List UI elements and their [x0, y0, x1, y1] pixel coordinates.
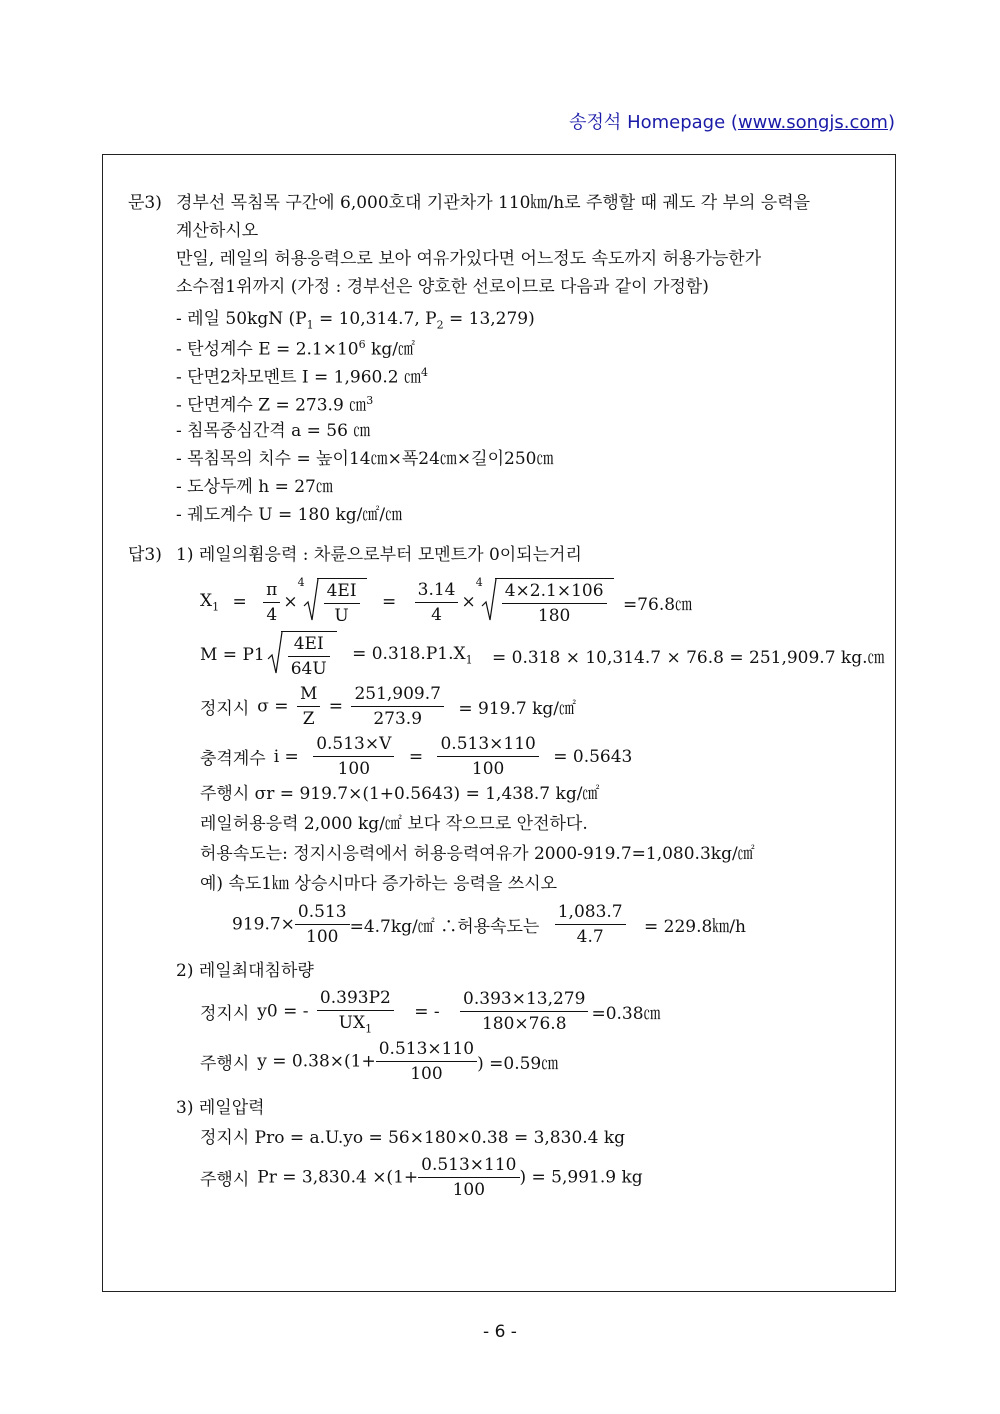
- formula-x1: $X_1$ = $\frac{\pi}{4}$ ×$^4$ $\frac{4EI}{U}$ = $\frac{3.14}{4}$ ×$^4$ $\frac{4\times 2.1\times 106}{180}$ =76.8㎝: [200, 576, 693, 626]
- homepage-link[interactable]: www.songjs.com: [737, 112, 888, 133]
- question-line-4: 소수점1위까지 (가정 : 경부선은 양호한 선로이므로 다음과 같이 가정함): [176, 277, 709, 297]
- section-2-title: 2) 레일최대침하량: [176, 961, 314, 981]
- section-3-title: 3) 레일압력: [176, 1098, 265, 1118]
- formula-allowable-speed: 919.7× $\frac{0.513}{100}$ =4.7kg/㎠ ∴허용속도는 $\frac{1,083.7}{4.7}$ = 229.8㎞/h: [232, 902, 747, 947]
- question-label: 문3): [128, 193, 162, 213]
- condition-moment: - 단면2차모멘트 I = 1,960.2 ㎝$^4$: [176, 366, 428, 388]
- safety-statement: 레일허용응력 2,000 kg/㎠ 보다 작으므로 안전하다.: [200, 814, 588, 834]
- question-line-1: 경부선 목침목 구간에 6,000호대 기관차가 110㎞/h로 주행할 때 궤도 각 부의 응력을: [176, 193, 811, 213]
- author-name: 송정석: [569, 112, 622, 133]
- condition-rail: - 레일 50kgN ($P_1 = 10,314.7$, $P_2 = 13,279$): [176, 309, 535, 332]
- formula-impact-factor: 충격계수 i = $\frac{0.513\times V}{100}$ = $\frac{0.513\times 110}{100}$ = 0.5643: [200, 734, 633, 779]
- section-1-title: 1) 레일의휨응력 : 차륜으로부터 모멘트가 0이되는거리: [176, 545, 582, 565]
- page-number: - 6 -: [483, 1322, 517, 1342]
- answer-label: 답3): [128, 545, 162, 565]
- formula-running-rail-pressure: 주행시 Pr = 3,830.4 ×(1+ $\frac{0.513\times 110}{100}$ ) = 5,991.9 kg: [200, 1155, 643, 1200]
- formula-moment: M = P1 $\frac{4EI}{64U}$ = $0.318.P1.X_1 = 0.318 \times 10,314.7 \times 76.8 = 251,909.7$ kg.㎝: [200, 631, 885, 679]
- condition-spacing: - 침목중심간격 a = 56 ㎝: [176, 421, 371, 441]
- formula-static-deflection: 정지시 y0 = - $\frac{0.393P2}{UX_1}$ = - $\frac{0.393\times 13,279}{180\times 76.8}$ =0.38㎝: [200, 988, 661, 1036]
- condition-ballast: - 도상두께 h = 27㎝: [176, 477, 333, 497]
- condition-section: - 단면계수 Z = 273.9 ㎝$^3$: [176, 394, 374, 416]
- running-stress: 주행시 σr = 919.7×(1+0.5643) = 1,438.7 kg/㎠: [200, 784, 600, 804]
- homepage-label: Homepage: [627, 112, 726, 133]
- condition-track-modulus: - 궤도계수 U = 180 kg/㎠/㎝: [176, 505, 403, 525]
- question-line-2: 계산하시오: [176, 221, 259, 241]
- example-text: 예) 속도1㎞ 상승시마다 증가하는 응력을 쓰시오: [200, 874, 558, 894]
- question-line-3: 만일, 레일의 허용응력으로 보아 여유가있다면 어느정도 속도까지 허용가능한가: [176, 249, 762, 269]
- condition-sleeper: - 목침목의 치수 = 높이14㎝×폭24㎝×길이250㎝: [176, 449, 554, 469]
- formula-static-stress: 정지시 σ = $\frac{M}{Z}$ = $\frac{251,909.7}{273.9}$ = 919.7 kg/㎠: [200, 684, 577, 729]
- page-header: 송정석 Homepage (www.songjs.com): [569, 112, 895, 133]
- allowable-speed-text: 허용속도는: 정지시응력에서 허용응력여유가 2000-919.7=1,080.3kg/㎠: [200, 844, 755, 864]
- static-rail-pressure: 정지시 Pro = a.U.yo = 56×180×0.38 = 3,830.4 kg: [200, 1128, 626, 1148]
- condition-elastic: - 탄성계수 $E = 2.1\times 10^6$ kg/㎠: [176, 338, 415, 360]
- formula-running-deflection: 주행시 y = 0.38×(1+ $\frac{0.513\times 110}{100}$ ) =0.59㎝: [200, 1039, 559, 1084]
